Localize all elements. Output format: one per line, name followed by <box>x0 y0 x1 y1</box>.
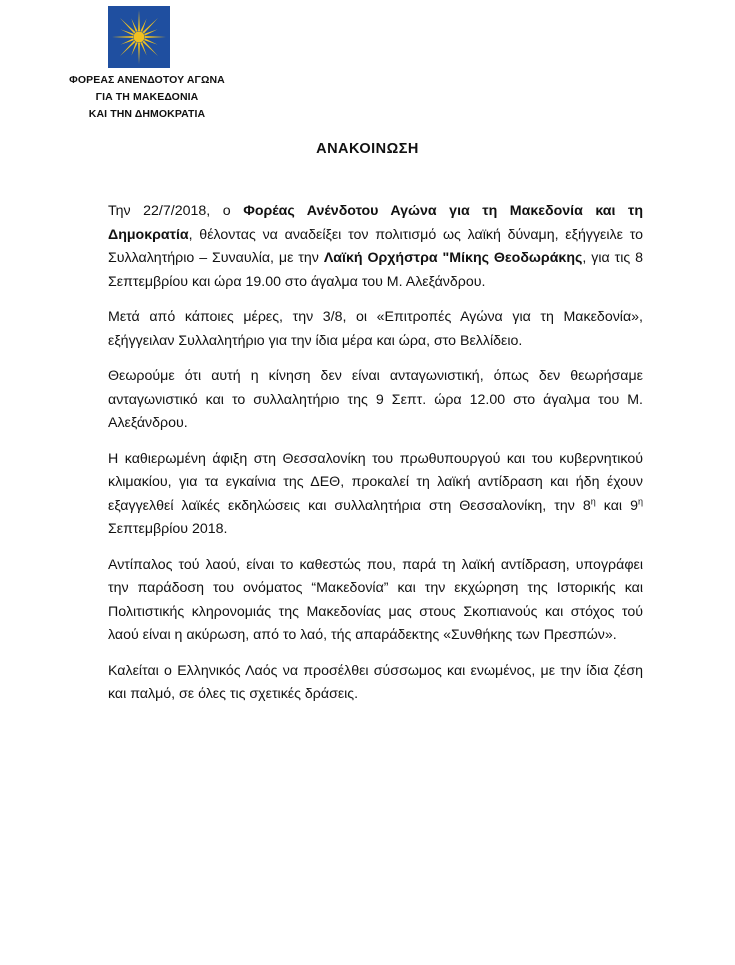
document-title: ΑΝΑΚΟΙΝΩΣΗ <box>316 141 419 157</box>
org-name-line2: ΓΙΑ ΤΗ ΜΑΚΕΔΟΝΙΑ <box>95 91 199 103</box>
vergina-sun-icon <box>108 6 170 68</box>
org-name <box>52 72 242 123</box>
p1-text-1: Την 22/7/2018, ο <box>108 203 244 219</box>
org-name-line3: ΚΑΙ ΤΗΝ ΔΗΜΟΚΡΑΤΙΑ <box>88 108 206 120</box>
paragraph-2: Μετά από κάποιες μέρες, την 3/8, οι «Επιτροπές Αγώνα για τη Μακεδονία», εξήγγειλαν Συλλαλητήριο για την ίδια μέρα και ώρα, στο Βελλίδειο. <box>108 309 643 349</box>
org-logo-block <box>52 6 242 123</box>
p1-text-2: , θέλοντας να αναδείξει τον πολιτισμό ως λαϊκή δύναμη, εξήγγειλε το Συλλαλητήριο – Συναυλία, με την <box>108 226 643 266</box>
p4-text-1: Η καθιερωμένη άφιξη στη Θεσσαλονίκη του πρωθυπουργού και του κυβερνητικού κλιμακίου, για τα εγκαίνια της ΔΕΘ, προκαλεί τη λαϊκή αντίδραση και ήδη έχουν εξαγγελθεί λαϊκές εκδηλώσεις και συλλαλητήρια στη Θεσσαλονίκη, την 8 <box>108 450 643 514</box>
p4-sup-2: η <box>637 495 643 506</box>
org-name-line1: ΦΟΡΕΑΣ ΑΝΕΝΔΟΤΟΥ ΑΓΩΝΑ <box>69 74 225 86</box>
p4-text-3: Σεπτεμβρίου 2018. <box>108 521 228 537</box>
paragraph-4 <box>108 448 643 542</box>
p1-bold-org-name: Φορέας Ανένδοτου Αγώνα για τη Μακεδονία και τη Δημοκρατία <box>108 203 643 243</box>
p4-sup-1: η <box>590 495 596 506</box>
paragraph-1 <box>108 200 643 294</box>
document-body <box>108 200 643 719</box>
paragraph-5: Αντίπαλος τού λαού, είναι το καθεστώς που, παρά τη λαϊκή αντίδραση, υπογράφει την παράδοση του ονόματος “Μακεδονία” και την εκχώρηση της Ιστορικής και Πολιτιστικής κληρονομιάς της Μακεδονίας μας στους Σκοπιανούς και στόχος τού λαού είναι η ακύρωση, από το λαό, τής απαράδεκτης «Συνθήκης των Πρεσπών». <box>108 556 643 643</box>
p1-text-3: , για τις 8 Σεπτεμβρίου και ώρα 19.00 στο άγαλμα του Μ. Αλεξάνδρου. <box>108 250 643 290</box>
p4-text-2: και 9 <box>595 497 638 514</box>
paragraph-6: Καλείται ο Ελληνικός Λαός να προσέλθει σύσσωμος και ενωμένος, με την ίδια ζέση και παλμό, σε όλες τις σχετικές δράσεις. <box>108 662 643 702</box>
paragraph-3: Θεωρούμε ότι αυτή η κίνηση δεν είναι ανταγωνιστική, όπως δεν θεωρήσαμε ανταγωνιστικό και το συλλαλητήριο της 9 Σεπτ. ώρα 12.00 στο άγαλμα του Μ. Αλεξάνδρου. <box>108 368 643 431</box>
p1-bold-orchestra: Λαϊκή Ορχήστρα "Μίκης Θεοδωράκης <box>323 250 583 266</box>
